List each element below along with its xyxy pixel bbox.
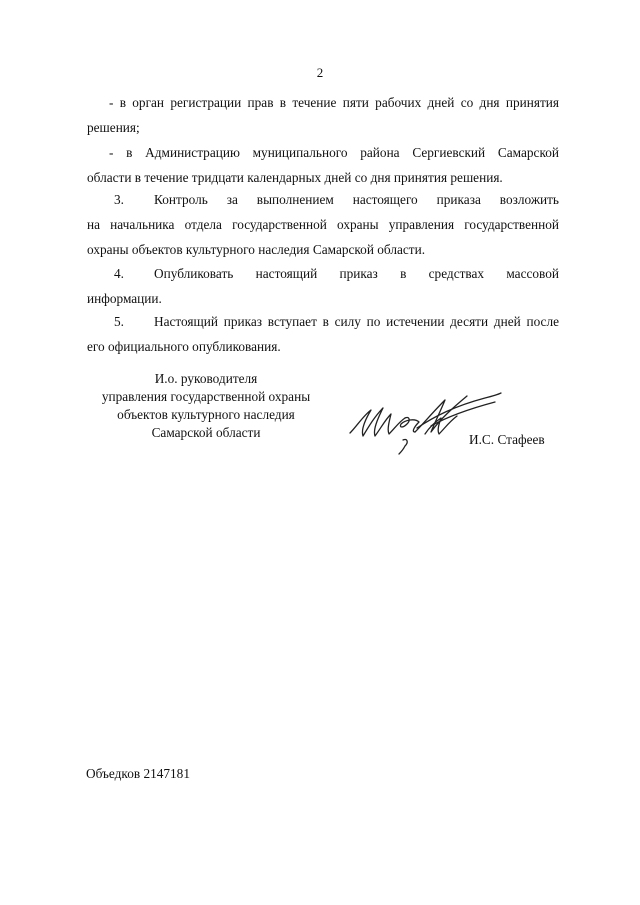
paragraph-line: решения;	[87, 120, 140, 135]
paragraph-line: охраны объектов культурного наследия Самарской области.	[87, 242, 426, 257]
paragraph-line	[87, 261, 559, 286]
item-number: 4.	[114, 266, 124, 281]
paragraph-item-3	[87, 187, 559, 262]
item-number: 3.	[114, 192, 124, 207]
paragraph-line	[87, 309, 559, 334]
paragraph-text: Контроль за выполнением настоящего приказа возложить	[154, 192, 559, 207]
paragraph-line: информации.	[87, 291, 162, 306]
signatory-title	[80, 370, 332, 442]
paragraph-line: его официального опубликования.	[87, 339, 281, 354]
paragraph-line	[87, 187, 559, 212]
paragraph-text: Настоящий приказ вступает в силу по истечении десяти дней после	[154, 314, 559, 329]
paragraph-line: на начальника отдела государственной охраны управления государственной	[87, 217, 559, 232]
paragraph-item-5	[87, 309, 559, 359]
signatory-title-line: объектов культурного наследия	[117, 407, 295, 422]
signatory-title-line: управления государственной охраны	[101, 389, 311, 404]
page-number: 2	[316, 65, 324, 80]
signatory-title-line: Самарской области	[151, 425, 261, 440]
paragraph-line: - в орган регистрации прав в течение пяти рабочих дней со дня принятия	[109, 95, 559, 110]
paragraph-registration-body	[87, 90, 559, 140]
executor-note: Объедков 2147181	[86, 766, 190, 781]
paragraph-administration	[87, 140, 559, 190]
signatory-title-line: И.о. руководителя	[154, 371, 258, 386]
paragraph-line: - в Администрацию муниципального района Сергиевский Самарской	[109, 145, 559, 160]
signer-name: И.С. Стафеев	[469, 432, 545, 447]
paragraph-line: области в течение тридцати календарных дней со дня принятия решения.	[87, 170, 503, 185]
item-number: 5.	[114, 314, 124, 329]
paragraph-text: Опубликовать настоящий приказ в средствах массовой	[154, 266, 559, 281]
paragraph-item-4	[87, 261, 559, 311]
